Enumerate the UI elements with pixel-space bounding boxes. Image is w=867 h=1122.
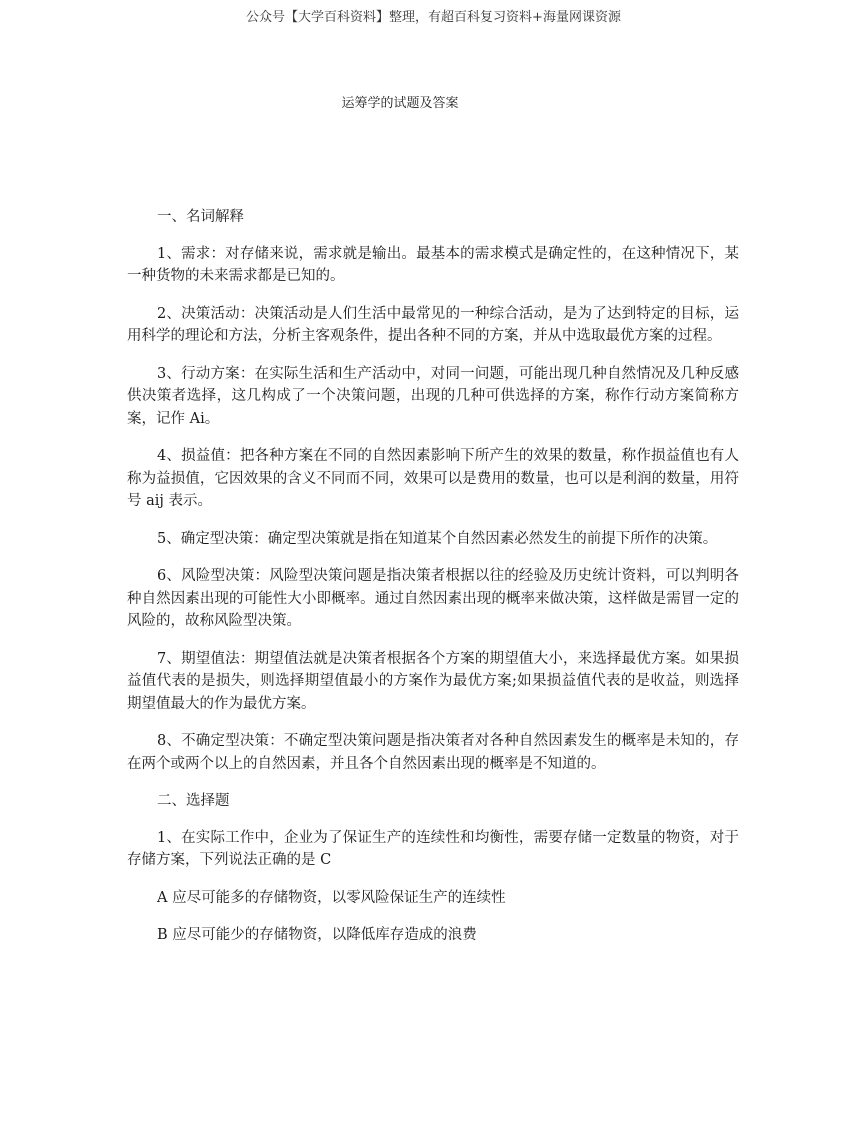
definition-item: 2、决策活动：决策活动是人们生活中最常见的一种综合活动，是为了达到特定的目标，运用科学的理论和方法，分析主客观条件，提出各种不同的方案，并从中选取最优方案的过程。 — [127, 305, 739, 344]
definition-item: 7、期望值法：期望值法就是决策者根据各个方案的期望值大小，来选择最优方案。如果损益值代表的是损失，则选择期望值最小的方案作为最优方案;如果损益值代表的是收益，则选择期望值最大的作为最优方案。 — [127, 650, 739, 712]
section-heading-multiple-choice: 二、选择题 — [157, 793, 230, 809]
answer-option: A 应尽可能多的存储物资，以零风险保证生产的连续性 — [157, 889, 506, 906]
document-title: 运筹学的试题及答案 — [341, 96, 459, 111]
definition-item: 6、风险型决策：风险型决策问题是指决策者根据以往的经验及历史统计资料，可以判明各种自然因素出现的可能性大小即概率。通过自然因素出现的概率来做决策，这样做是需冒一定的风险的，故称风险型决策。 — [127, 568, 739, 629]
definition-item: 8、不确定型决策：不确定型决策问题是指决策者对各种自然因素发生的概率是未知的，存在两个或两个以上的自然因素，并且各个自然因素出现的概率是不知道的。 — [127, 733, 739, 772]
page-header: 公众号【大学百科资料】整理，有超百科复习资料+海量网课资源 — [246, 10, 621, 25]
definition-item: 3、行动方案：在实际生活和生产活动中，对同一问题，可能出现几种自然情况及几种反感供决策者选择，这几构成了一个决策问题，出现的几种可供选择的方案，称作行动方案简称方案，记作 Ai。 — [127, 365, 739, 427]
document-body — [127, 206, 739, 962]
answer-option: B 应尽可能少的存储物资，以降低库存造成的浪费 — [157, 927, 477, 943]
section-heading-definitions: 一、名词解释 — [157, 209, 244, 225]
definition-item: 5、确定型决策：确定型决策就是指在知道某个自然因素必然发生的前提下所作的决策。 — [157, 530, 718, 547]
definition-item: 1、需求：对存储来说，需求就是输出。最基本的需求模式是确定性的，在这种情况下，某一种货物的未来需求都是已知的。 — [127, 245, 739, 284]
question-text: 1、在实际工作中，企业为了保证生产的连续性和均衡性，需要存储一定数量的物资，对于存储方案，下列说法正确的是 C — [127, 829, 739, 868]
definition-item: 4、损益值：把各种方案在不同的自然因素影响下所产生的效果的数量，称作损益值也有人称为益损值，它因效果的含义不同而不同，效果可以是费用的数量，也可以是利润的数量，用符号 aij 表示。 — [127, 448, 739, 509]
